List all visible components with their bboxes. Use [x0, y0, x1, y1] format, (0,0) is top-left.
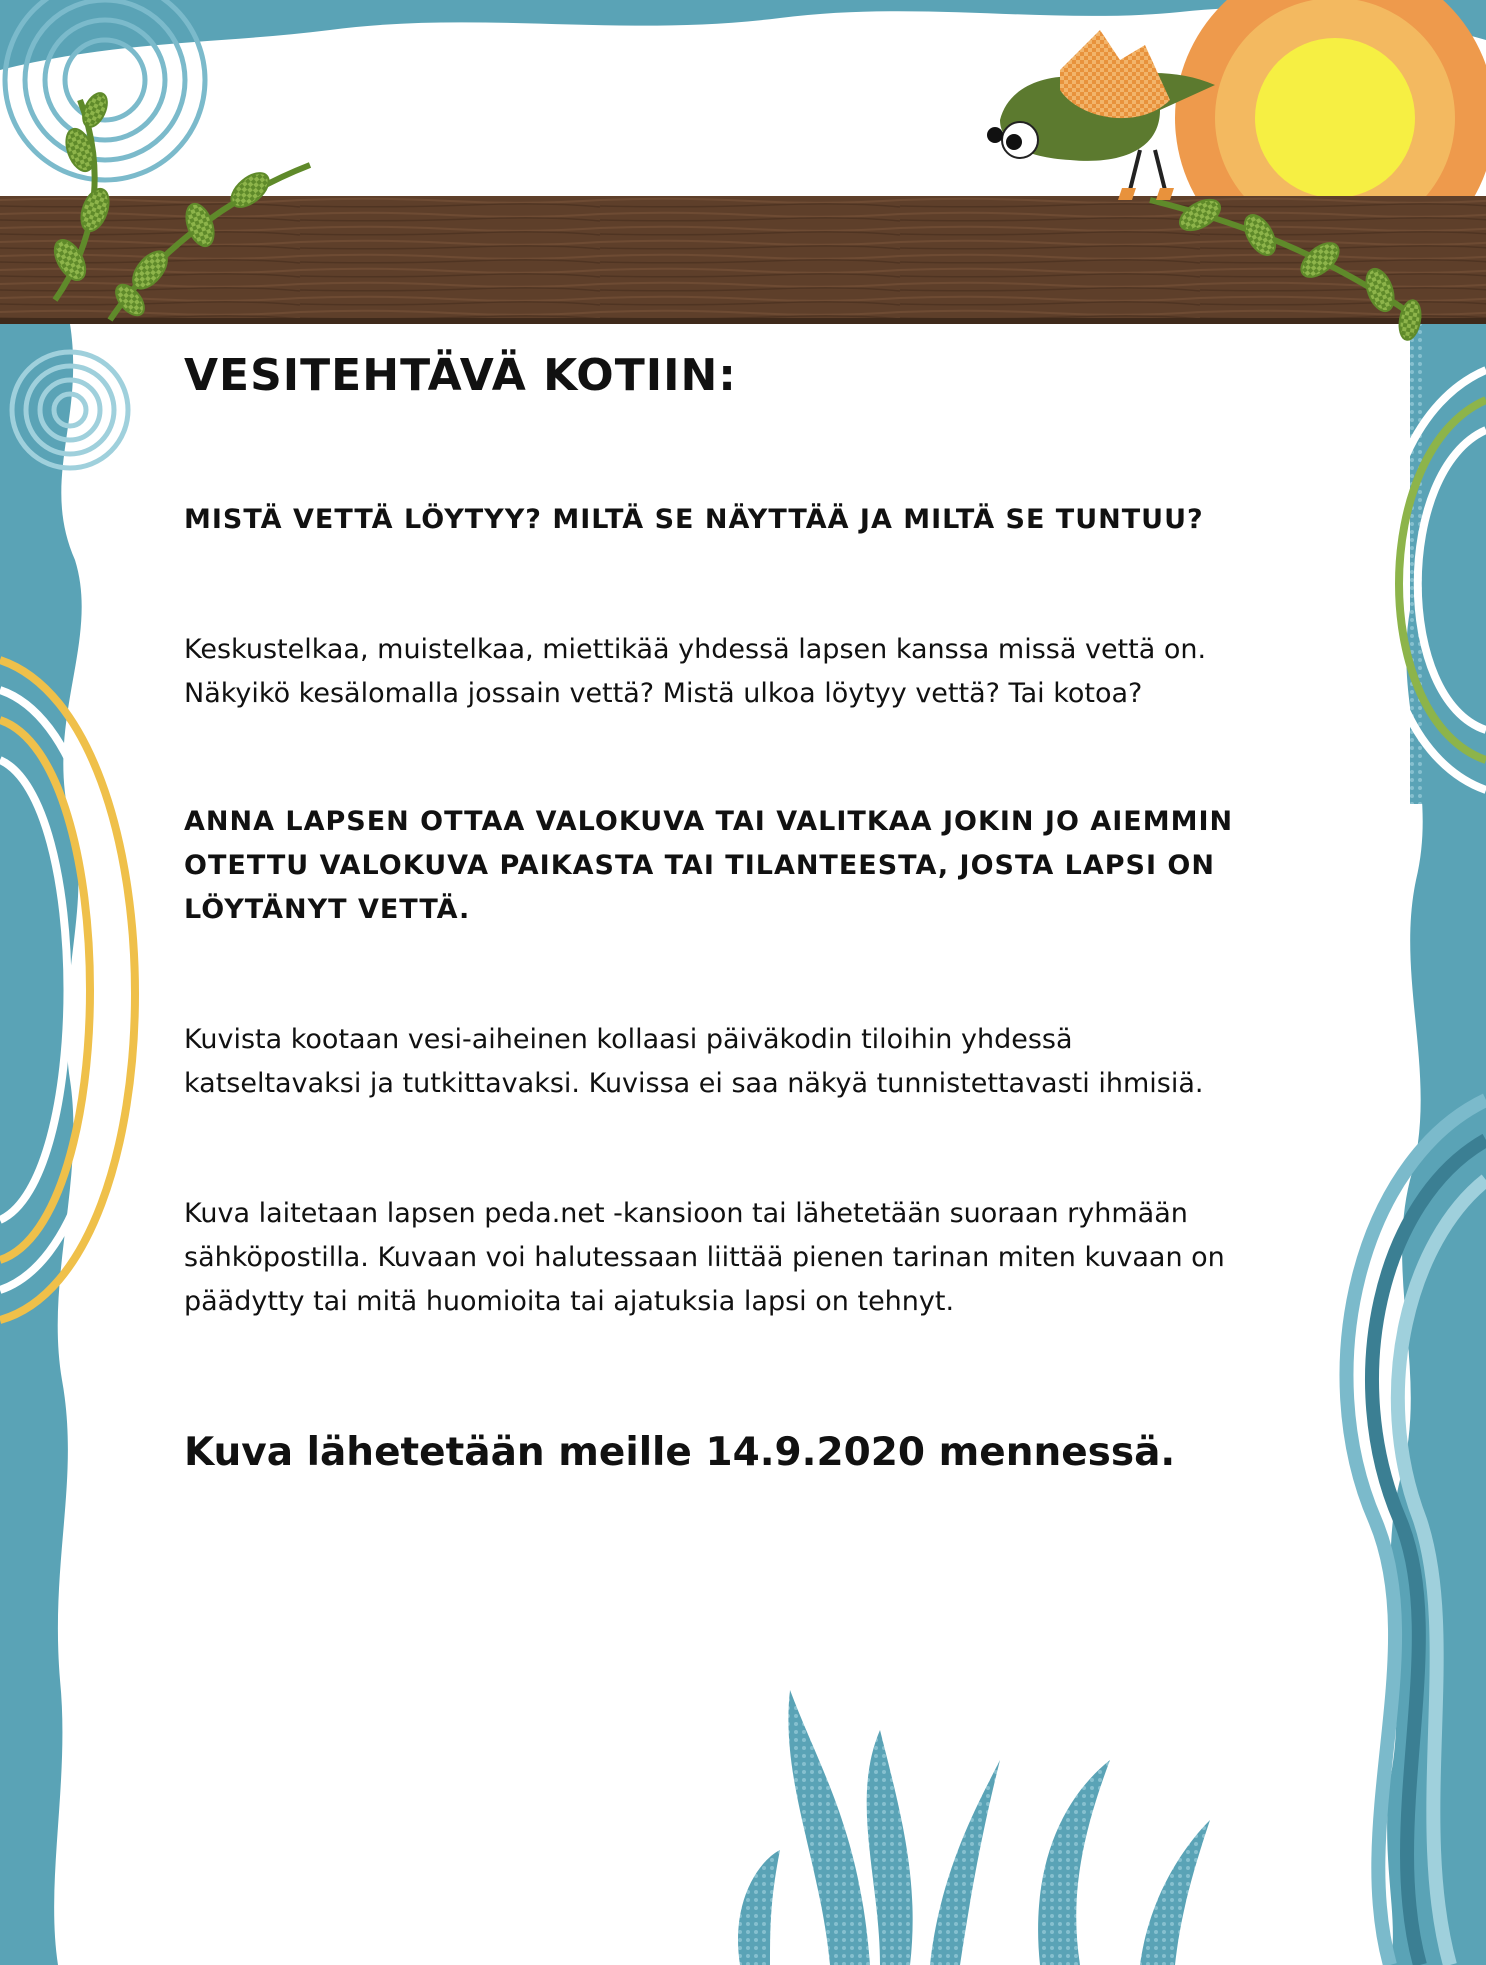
paragraph-line: päädytty tai mitä huomioita tai ajatuksia lapsi on tehnyt.	[184, 1286, 955, 1317]
paragraph-line: sähköpostilla. Kuvaan voi halutessaan liittää pienen tarinan miten kuvaan on	[184, 1242, 1225, 1273]
paragraph-line: katseltavaksi ja tutkittavaksi. Kuvissa ei saa näkyä tunnistettavasti ihmisiä.	[184, 1068, 1204, 1099]
question-line	[184, 498, 1204, 542]
grass-icon	[738, 1690, 1210, 1965]
paragraph-line: OTETTU VALOKUVA PAIKASTA TAI TILANTEESTA, JOSTA LAPSI ON	[184, 850, 1215, 881]
paragraph-instruction	[184, 800, 1233, 932]
paragraph-line: LÖYTÄNYT VETTÄ.	[184, 894, 471, 925]
question-text: MISTÄ VETTÄ LÖYTYY? MILTÄ SE NÄYTTÄÄ JA MILTÄ SE TUNTUU?	[184, 504, 1204, 535]
paragraph-line: Kuva laitetaan lapsen peda.net -kansioon tai lähetetään suoraan ryhmään	[184, 1198, 1188, 1229]
paragraph-line: Kuvista kootaan vesi-aiheinen kollaasi päiväkodin tiloihin yhdessä	[184, 1024, 1073, 1055]
paragraph-discuss	[184, 628, 1206, 716]
paragraph-submission	[184, 1192, 1225, 1324]
wooden-plank	[0, 196, 1486, 322]
paragraph-collage	[184, 1018, 1203, 1106]
paragraph-line: ANNA LAPSEN OTTAA VALOKUVA TAI VALITKAA JOKIN JO AIEMMIN	[184, 806, 1234, 837]
paragraph-line: Keskustelkaa, muistelkaa, miettikää yhdessä lapsen kanssa missä vettä on.	[184, 634, 1207, 665]
paragraph-line: Näkyikö kesälomalla jossain vettä? Mistä ulkoa löytyy vettä? Tai kotoa?	[184, 678, 1143, 709]
deadline-text: Kuva lähetetään meille 14.9.2020 mennessä.	[184, 1430, 1176, 1475]
document-title: VESITEHTÄVÄ KOTIIN:	[184, 350, 737, 401]
